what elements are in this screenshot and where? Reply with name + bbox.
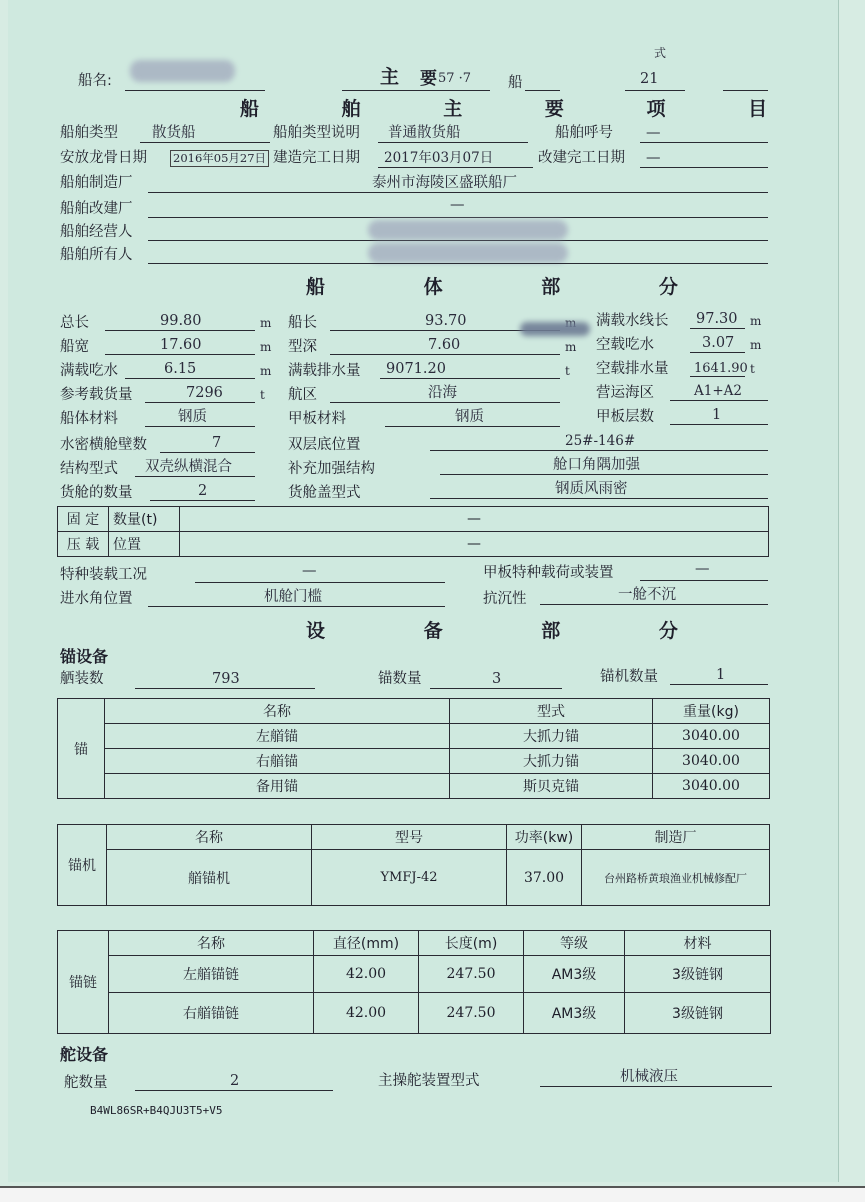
full-draft-unit: m xyxy=(260,364,272,378)
section-title-equipment: 设 备 部 分 xyxy=(306,620,724,642)
corner-note: 式 xyxy=(654,46,667,60)
deck-load-label: 甲板特种载荷或装置 xyxy=(483,565,614,581)
ballast-col1: 固 定 xyxy=(58,507,109,532)
loa-value: 99.80 xyxy=(160,313,202,329)
table-row xyxy=(58,724,770,749)
ref-cargo-unit: t xyxy=(260,388,265,402)
type-desc-value: 普通散货船 xyxy=(388,125,461,141)
rudder-count-label: 舵数量 xyxy=(64,1075,108,1091)
anchor-name: 左艏锚 xyxy=(105,724,450,749)
full-draft-label: 满载吃水 xyxy=(60,363,118,379)
full-disp-value: 9071.20 xyxy=(386,361,446,377)
redacted-owner xyxy=(368,243,568,263)
ref-cargo-value: 7296 xyxy=(186,385,223,401)
loa-label: 总长 xyxy=(60,315,89,331)
steering-label: 主操舵装置型式 xyxy=(378,1073,480,1089)
nav-area-value: 沿海 xyxy=(428,385,457,401)
call-sign-value: — xyxy=(646,125,661,141)
unsink-value: 一舱不沉 xyxy=(618,587,676,603)
windlass-header-name: 名称 xyxy=(107,825,312,850)
rebuilder-label: 船舶改建厂 xyxy=(60,201,133,217)
structure-label: 结构型式 xyxy=(60,461,118,477)
anchor-table-side-label: 锚 xyxy=(58,699,105,799)
op-area-label: 营运海区 xyxy=(596,385,654,401)
lwl-label: 满载水线长 xyxy=(596,313,669,329)
chain-table xyxy=(57,930,771,1034)
table-row xyxy=(58,993,771,1034)
chain-length: 247.50 xyxy=(419,993,524,1034)
bulkheads-value: 7 xyxy=(212,435,222,451)
chain-material: 3级链钢 xyxy=(625,993,771,1034)
holds-label: 货舱的数量 xyxy=(60,485,133,501)
windlass-count-label: 锚机数量 xyxy=(600,669,658,685)
hull-mat-label: 船体材料 xyxy=(60,411,118,427)
lwl-value: 97.30 xyxy=(696,311,738,327)
ballast-pos-label: 位置 xyxy=(109,532,180,557)
numeral-label: 舾装数 xyxy=(60,671,104,687)
owner-label: 船舶所有人 xyxy=(60,247,133,263)
depth-unit: m xyxy=(565,340,577,354)
anchor-header-weight: 重量(kg) xyxy=(653,699,770,724)
chain-grade: AM3级 xyxy=(524,993,625,1034)
builder-label: 船舶制造厂 xyxy=(60,175,133,191)
light-draft-unit: m xyxy=(750,338,762,352)
anchor-section-title: 锚设备 xyxy=(60,647,109,666)
redacted-operator xyxy=(368,220,568,240)
loa-unit: m xyxy=(260,316,272,330)
built-date-label: 建造完工日期 xyxy=(273,150,360,166)
anchor-header-name: 名称 xyxy=(105,699,450,724)
anchor-table xyxy=(57,698,770,799)
light-disp-value: 1641.90 xyxy=(694,361,748,376)
rebuilt-date-label: 改建完工日期 xyxy=(538,150,625,166)
windlass-count-value: 1 xyxy=(716,667,726,683)
chain-diameter: 42.00 xyxy=(314,956,419,993)
windlass-model: YMFJ-42 xyxy=(312,850,507,906)
deck-load-value: — xyxy=(695,561,710,577)
reinforce-value: 舱口角隅加强 xyxy=(553,457,640,473)
nav-area-label: 航区 xyxy=(288,387,317,403)
rebuilder-value: — xyxy=(450,197,465,213)
special-label: 特种装载工况 xyxy=(60,567,147,583)
chain-name: 左艏锚链 xyxy=(109,956,314,993)
anchor-count-label: 锚数量 xyxy=(378,671,422,687)
chain-grade: AM3级 xyxy=(524,956,625,993)
header-title-main: 主 xyxy=(380,66,400,88)
rudder-count-value: 2 xyxy=(230,1073,240,1089)
ref-cargo-label: 参考载货量 xyxy=(60,387,133,403)
lbp-value: 93.70 xyxy=(425,313,467,329)
special-value: — xyxy=(302,563,317,579)
redacted-ship-name xyxy=(130,60,235,82)
light-draft-label: 空载吃水 xyxy=(596,337,654,353)
chain-header-diameter: 直径(mm) xyxy=(314,931,419,956)
anchor-type: 大抓力锚 xyxy=(450,724,653,749)
header-ship-word: 船 xyxy=(508,75,523,91)
keel-date-value: 2016年05月27日 xyxy=(170,150,269,167)
full-disp-label: 满载排水量 xyxy=(288,363,361,379)
unsink-label: 抗沉性 xyxy=(483,591,527,607)
hull-mat-value: 钢质 xyxy=(178,409,207,425)
double-bottom-label: 双层底位置 xyxy=(288,437,361,453)
depth-label: 型深 xyxy=(288,339,317,355)
deck-mat-label: 甲板材料 xyxy=(288,411,346,427)
ballast-table xyxy=(57,506,769,557)
anchor-weight: 3040.00 xyxy=(653,749,770,774)
bulkheads-label: 水密横舱壁数 xyxy=(60,437,147,453)
ship-name-label: 船名: xyxy=(78,73,112,89)
windlass-header-model: 型号 xyxy=(312,825,507,850)
holds-value: 2 xyxy=(198,483,208,499)
anchor-weight: 3040.00 xyxy=(653,724,770,749)
hatch-label: 货舱盖型式 xyxy=(288,485,361,501)
anchor-type: 斯贝克锚 xyxy=(450,774,653,799)
steering-value: 机械液压 xyxy=(620,1069,678,1085)
chain-name: 右艏锚链 xyxy=(109,993,314,1034)
ship-type-value: 散货船 xyxy=(152,125,196,141)
light-disp-unit: t xyxy=(750,362,755,376)
structure-value: 双壳纵横混合 xyxy=(145,459,232,475)
footer-code: B4WL86SR+B4QJU3T5+V5 xyxy=(90,1104,223,1117)
builder-value: 泰州市海陵区盛联船厂 xyxy=(372,175,517,191)
windlass-header-maker: 制造厂 xyxy=(582,825,770,850)
anchor-name: 右艏锚 xyxy=(105,749,450,774)
double-bottom-value: 25#-146# xyxy=(565,433,636,449)
deck-mat-value: 钢质 xyxy=(455,409,484,425)
hatch-value: 钢质风雨密 xyxy=(555,481,628,497)
light-disp-label: 空载排水量 xyxy=(596,361,669,377)
flood-label: 进水角位置 xyxy=(60,591,133,607)
deck-layers-label: 甲板层数 xyxy=(596,409,654,425)
table-row xyxy=(58,749,770,774)
flood-value: 机舱门槛 xyxy=(264,589,322,605)
reinforce-label: 补充加强结构 xyxy=(288,461,375,477)
rebuilt-date-value: — xyxy=(646,150,661,166)
windlass-name: 艏锚机 xyxy=(107,850,312,906)
anchor-count-value: 3 xyxy=(492,671,502,687)
beam-unit: m xyxy=(260,340,272,354)
windlass-maker: 台州路桥黄琅渔业机械修配厂 xyxy=(582,850,770,906)
windlass-header-power: 功率(kw) xyxy=(507,825,582,850)
redacted-smudge xyxy=(520,322,590,336)
chain-header-grade: 等级 xyxy=(524,931,625,956)
header-title-mid: 要 xyxy=(420,69,437,89)
rudder-section-title: 舵设备 xyxy=(60,1045,109,1064)
table-row xyxy=(58,850,770,906)
chain-diameter: 42.00 xyxy=(314,993,419,1034)
chain-table-side-label: 锚链 xyxy=(58,931,109,1034)
anchor-type: 大抓力锚 xyxy=(450,749,653,774)
deck-layers-value: 1 xyxy=(712,407,722,423)
light-draft-value: 3.07 xyxy=(702,335,735,351)
header-title-frag: 57 ·7 xyxy=(438,71,472,86)
beam-label: 船宽 xyxy=(60,339,89,355)
ballast-qty-value: — xyxy=(180,507,769,532)
windlass-power: 37.00 xyxy=(507,850,582,906)
built-date-value: 2017年03月07日 xyxy=(384,150,494,166)
chain-header-name: 名称 xyxy=(109,931,314,956)
chain-length: 247.50 xyxy=(419,956,524,993)
lbp-label: 船长 xyxy=(288,315,317,331)
anchor-name: 备用锚 xyxy=(105,774,450,799)
beam-value: 17.60 xyxy=(160,337,202,353)
anchor-header-type: 型式 xyxy=(450,699,653,724)
chain-header-length: 长度(m) xyxy=(419,931,524,956)
chain-header-material: 材料 xyxy=(625,931,771,956)
section-title-hull: 船 体 部 分 xyxy=(306,276,724,298)
windlass-table-side-label: 锚机 xyxy=(58,825,107,906)
table-row xyxy=(58,774,770,799)
full-disp-unit: t xyxy=(565,364,570,378)
keel-date-label: 安放龙骨日期 xyxy=(60,150,147,166)
section-title-main: 船 舶 主 要 项 目 xyxy=(240,98,806,120)
ballast-qty-label: 数量(t) xyxy=(109,507,180,532)
table-row xyxy=(58,956,771,993)
lwl-unit: m xyxy=(750,314,762,328)
page-number: 21 xyxy=(640,71,659,87)
type-desc-label: 船舶类型说明 xyxy=(273,125,360,141)
numeral-value: 793 xyxy=(212,671,240,687)
ballast-col2: 压 载 xyxy=(58,532,109,557)
call-sign-label: 船舶呼号 xyxy=(555,125,613,141)
depth-value: 7.60 xyxy=(428,337,461,353)
windlass-table xyxy=(57,824,770,906)
ship-type-label: 船舶类型 xyxy=(60,125,118,141)
ballast-pos-value: — xyxy=(180,532,769,557)
chain-material: 3级链钢 xyxy=(625,956,771,993)
full-draft-value: 6.15 xyxy=(164,361,197,377)
operator-label: 船舶经营人 xyxy=(60,224,133,240)
op-area-value: A1+A2 xyxy=(694,383,742,399)
anchor-weight: 3040.00 xyxy=(653,774,770,799)
